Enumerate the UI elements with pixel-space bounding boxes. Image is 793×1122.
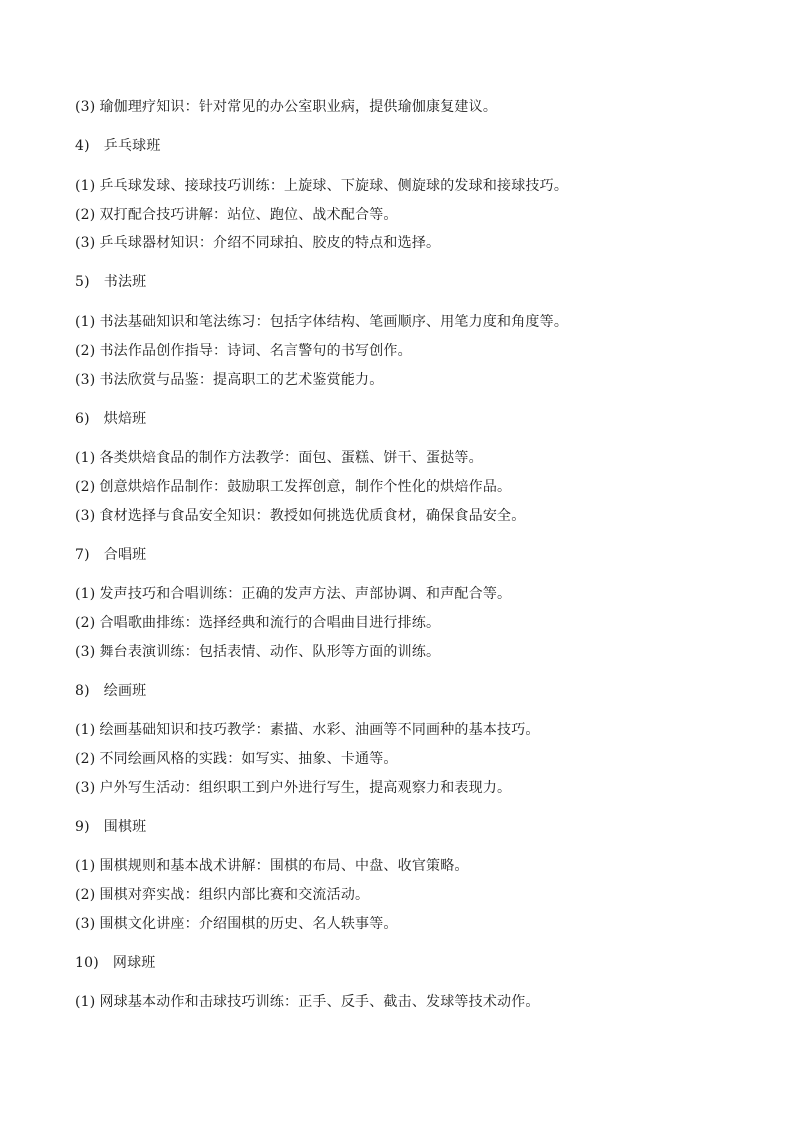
- item-text: 发声技巧和合唱训练：正确的发声方法、声部协调、和声配合等。: [99, 586, 512, 602]
- section-number: 7): [75, 547, 90, 563]
- list-item: [75, 585, 511, 603]
- section-title: 烘焙班: [103, 411, 147, 427]
- list-item: [75, 993, 540, 1011]
- list-item: [75, 234, 440, 252]
- item-number: (2): [75, 479, 96, 495]
- item-text: 创意烘焙作品制作：鼓励职工发挥创意，制作个性化的烘焙作品。: [99, 479, 512, 495]
- item-number: (1): [75, 722, 96, 738]
- item-text: 食材选择与食品安全知识：教授如何挑选优质食材，确保食品安全。: [99, 508, 526, 524]
- item-number: (2): [75, 207, 96, 223]
- section-heading: [75, 410, 146, 428]
- item-text: 网球基本动作和击球技巧训练：正手、反手、截击、发球等技术动作。: [99, 994, 540, 1010]
- section-number: 10): [75, 955, 99, 971]
- list-item: [75, 779, 511, 797]
- item-number: (3): [75, 235, 96, 251]
- section-number: 8): [75, 683, 90, 699]
- list-item: [75, 98, 497, 116]
- item-number: (1): [75, 858, 96, 874]
- section-title: 围棋班: [103, 819, 147, 835]
- section-number: 4): [75, 138, 90, 154]
- item-text: 瑜伽理疗知识：针对常见的办公室职业病，提供瑜伽康复建议。: [99, 99, 498, 115]
- section-heading: [75, 137, 161, 155]
- item-number: (2): [75, 751, 96, 767]
- item-number: (3): [75, 99, 96, 115]
- item-text: 乒乓球器材知识：介绍不同球拍、胶皮的特点和选择。: [99, 235, 441, 251]
- list-item: [75, 614, 440, 632]
- section-heading: [75, 682, 146, 700]
- item-text: 围棋对弈实战：组织内部比赛和交流活动。: [99, 887, 370, 903]
- item-text: 乒乓球发球、接球技巧训练：上旋球、下旋球、侧旋球的发球和接球技巧。: [99, 178, 569, 194]
- section-title: 乒乓球班: [103, 138, 161, 154]
- section-number: 9): [75, 819, 90, 835]
- item-number: (2): [75, 615, 96, 631]
- section-heading: [75, 818, 146, 836]
- item-text: 围棋文化讲座：介绍围棋的历史、名人轶事等。: [99, 916, 398, 932]
- list-item: [75, 886, 369, 904]
- list-item: [75, 721, 540, 739]
- section-number: 6): [75, 411, 90, 427]
- item-text: 书法基础知识和笔法练习：包括字体结构、笔画顺序、用笔力度和角度等。: [99, 314, 569, 330]
- item-text: 舞台表演训练：包括表情、动作、队形等方面的训练。: [99, 644, 441, 660]
- section-number: 5): [75, 274, 90, 290]
- item-text: 绘画基础知识和技巧教学：素描、水彩、油画等不同画种的基本技巧。: [99, 722, 540, 738]
- item-number: (2): [75, 887, 96, 903]
- section-title: 网球班: [112, 955, 156, 971]
- item-number: (2): [75, 343, 96, 359]
- section-title: 合唱班: [103, 547, 147, 563]
- item-text: 双打配合技巧讲解：站位、跑位、战术配合等。: [99, 207, 398, 223]
- item-text: 各类烘焙食品的制作方法教学：面包、蛋糕、饼干、蛋挞等。: [99, 450, 483, 466]
- item-number: (3): [75, 372, 96, 388]
- item-number: (1): [75, 314, 96, 330]
- list-item: [75, 313, 568, 331]
- list-item: [75, 643, 440, 661]
- item-text: 不同绘画风格的实践：如写实、抽象、卡通等。: [99, 751, 398, 767]
- item-number: (3): [75, 508, 96, 524]
- item-text: 合唱歌曲排练：选择经典和流行的合唱曲目进行排练。: [99, 615, 441, 631]
- list-item: [75, 478, 511, 496]
- list-item: [75, 857, 469, 875]
- item-text: 书法欣赏与品鉴：提高职工的艺术鉴赏能力。: [99, 372, 384, 388]
- section-heading: [75, 954, 156, 972]
- item-number: (1): [75, 994, 96, 1010]
- item-text: 围棋规则和基本战术讲解：围棋的布局、中盘、收官策略。: [99, 858, 469, 874]
- item-number: (3): [75, 916, 96, 932]
- item-number: (1): [75, 450, 96, 466]
- item-number: (1): [75, 586, 96, 602]
- item-text: 书法作品创作指导：诗词、名言警句的书写创作。: [99, 343, 412, 359]
- list-item: [75, 915, 398, 933]
- list-item: [75, 371, 383, 389]
- list-item: [75, 342, 412, 360]
- list-item: [75, 206, 398, 224]
- list-item: [75, 177, 568, 195]
- section-title: 书法班: [103, 274, 147, 290]
- list-item: [75, 449, 483, 467]
- item-number: (3): [75, 780, 96, 796]
- list-item: [75, 507, 525, 525]
- section-title: 绘画班: [103, 683, 147, 699]
- item-number: (1): [75, 178, 96, 194]
- item-text: 户外写生活动：组织职工到户外进行写生，提高观察力和表现力。: [99, 780, 512, 796]
- section-heading: [75, 546, 146, 564]
- item-number: (3): [75, 644, 96, 660]
- section-heading: [75, 273, 146, 291]
- list-item: [75, 750, 398, 768]
